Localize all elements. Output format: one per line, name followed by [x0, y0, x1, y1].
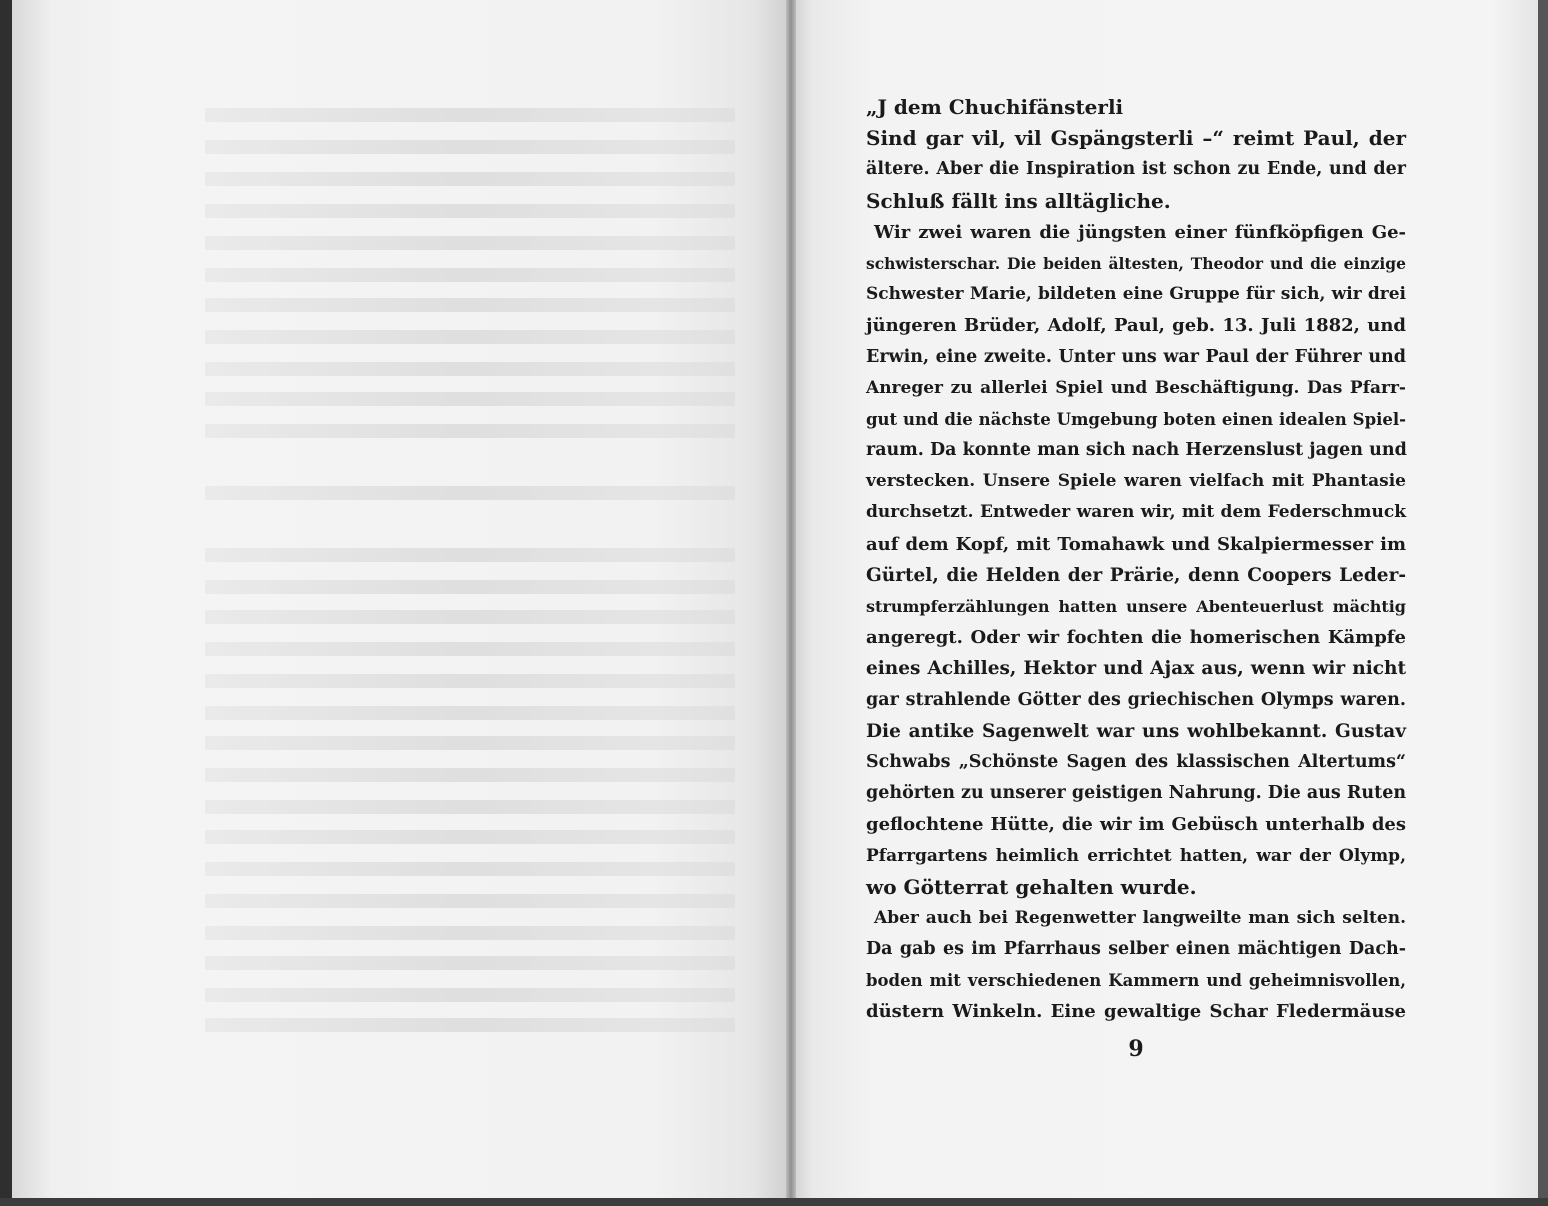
bleed-through-line [205, 172, 735, 186]
bleed-through-line [205, 642, 735, 656]
text-line: geflochtene Hütte, die wir im Gebüsch unterhalb des [866, 814, 1406, 836]
bleed-through-line [205, 548, 735, 562]
text-line: Schluß fällt ins alltägliche. [866, 188, 1171, 213]
page-edge-bottom [0, 1198, 1548, 1206]
book-gutter [786, 0, 796, 1206]
bleed-through-line [205, 108, 735, 122]
page-number: 9 [1128, 1036, 1144, 1062]
text-line: gehörten zu unserer geistigen Nahrung. Die aus Ruten [866, 783, 1407, 804]
text-line: Anreger zu allerlei Spiel und Beschäftigung. Das Pfarr- [866, 377, 1406, 398]
text-line: „J dem Chuchifänsterli [866, 95, 1124, 119]
text-line: auf dem Kopf, mit Tomahawk und Skalpiermesser im [866, 533, 1406, 555]
bleed-through-line [205, 268, 735, 282]
bleed-through-line [205, 392, 735, 406]
text-line: ältere. Aber die Inspiration ist schon zu Ende, und der [866, 159, 1406, 180]
bleed-through-line [205, 674, 735, 688]
text-line: jüngeren Brüder, Adolf, Paul, geb. 13. Juli 1882, und [866, 315, 1406, 337]
bleed-through-line [205, 204, 735, 218]
bleed-through-line [205, 424, 735, 438]
bleed-through-line [205, 1018, 735, 1032]
bleed-through-line [205, 894, 735, 908]
bleed-through-line [205, 926, 735, 940]
text-line: Die antike Sagenwelt war uns wohlbekannt. Gustav [866, 720, 1406, 742]
text-line: Schwabs „Schönste Sagen des klassischen Altertums“ [866, 751, 1406, 772]
text-line: Sind gar vil, vil Gspängsterli –“ reimt Paul, der [866, 126, 1406, 151]
body-text [866, 92, 1406, 1028]
bleed-through-line [205, 706, 735, 720]
bleed-through-line [205, 236, 735, 250]
bleed-through-line [205, 362, 735, 376]
page-edge-right [1538, 0, 1548, 1206]
text-line: Aber auch bei Regenwetter langweilte man sich selten. [874, 907, 1406, 928]
bleed-through-line [205, 956, 735, 970]
text-line: Pfarrgartens heimlich errichtet hatten, war der Olymp, [866, 845, 1406, 866]
text-line: strumpferzählungen hatten unsere Abenteuerlust mächtig [866, 597, 1406, 616]
bleed-through-line [205, 862, 735, 876]
text-line: eines Achilles, Hektor und Ajax aus, wenn wir nicht [866, 658, 1406, 680]
text-line: gar strahlende Götter des griechischen Olymps waren. [866, 689, 1406, 710]
text-line: durchsetzt. Entweder waren wir, mit dem Federschmuck [866, 502, 1406, 523]
text-line: raum. Da konnte man sich nach Herzenslust jagen und [866, 440, 1407, 461]
text-line: angeregt. Oder wir fochten die homerischen Kämpfe [866, 627, 1406, 649]
bleed-through-line [205, 580, 735, 594]
bleed-through-line [205, 736, 735, 750]
bleed-through-line [205, 330, 735, 344]
text-line: Da gab es im Pfarrhaus selber einen mächtigen Dach- [866, 939, 1406, 960]
text-line: gut und die nächste Umgebung boten einen idealen Spiel- [866, 409, 1406, 429]
bleed-through-line [205, 486, 735, 500]
bleed-through-line [205, 800, 735, 814]
bleed-through-line [205, 140, 735, 154]
text-line: Erwin, eine zweite. Unter uns war Paul der Führer und [866, 346, 1406, 367]
text-line: boden mit verschiedenen Kammern und geheimnisvollen, [866, 971, 1406, 991]
bleed-through-line [205, 830, 735, 844]
text-line: düstern Winkeln. Eine gewaltige Schar Fledermäuse [866, 1001, 1406, 1023]
text-line: Gürtel, die Helden der Prärie, denn Coopers Leder- [866, 564, 1406, 586]
bleed-through-line [205, 768, 735, 782]
text-line: schwisterschar. Die beiden ältesten, Theodor und die einzige [866, 253, 1406, 273]
text-line: Schwester Marie, bildeten eine Gruppe für sich, wir drei [866, 284, 1406, 305]
text-line: verstecken. Unsere Spiele waren vielfach mit Phantasie [866, 471, 1406, 492]
bleed-through-line [205, 298, 735, 312]
bleed-through-line [205, 988, 735, 1002]
bleed-through-line [205, 610, 735, 624]
text-line: wo Götterrat gehalten wurde. [866, 874, 1197, 899]
text-line: Wir zwei waren die jüngsten einer fünfköpfigen Ge- [874, 221, 1406, 243]
